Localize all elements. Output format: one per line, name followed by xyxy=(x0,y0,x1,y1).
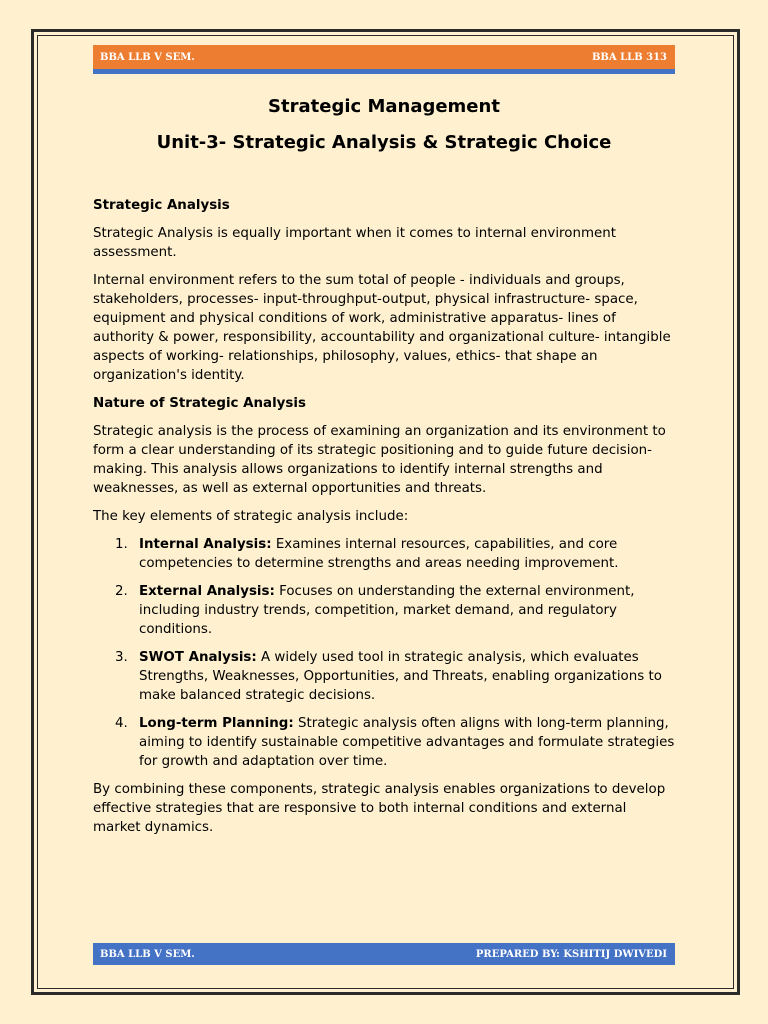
list-text: Focuses on understanding the external environment, including industry trends, competition, market demand, and regulatory conditions. xyxy=(139,584,635,637)
list-term: External Analysis: xyxy=(139,584,275,599)
paragraph: Strategic analysis is the process of examining an organization and its environment to form a clear understanding of its strategic positioning and to guide future decision-making. This analysis allows organizations to identify internal strengths and weaknesses, as well as external opportunities and threats. xyxy=(93,424,666,496)
section-heading-nature: Nature of Strategic Analysis xyxy=(93,396,306,411)
list-item xyxy=(93,648,675,705)
document-title: Strategic Management xyxy=(268,96,500,117)
list-number: 3. xyxy=(115,650,128,665)
paragraph: The key elements of strategic analysis include: xyxy=(93,509,409,524)
list-term: Internal Analysis: xyxy=(139,537,272,552)
header-left-text: BBA LLB V SEM. xyxy=(100,51,195,63)
footer-left-text: BBA LLB V SEM. xyxy=(100,948,195,960)
key-elements-list xyxy=(93,535,675,771)
footer-right-text: PREPARED BY: KSHITIJ DWIVEDI xyxy=(475,948,667,960)
list-term: Long-term Planning: xyxy=(139,716,294,731)
list-text: Strategic analysis often aligns with long-term planning, aiming to identify sustainable competitive advantages and formulate strategies for growth and adaptation over time. xyxy=(139,716,675,769)
paragraph: By combining these components, strategic analysis enables organizations to develop effective strategies that are responsive to both internal conditions and external market dynamics. xyxy=(93,782,666,835)
list-number: 4. xyxy=(115,716,128,731)
paragraph: Strategic Analysis is equally important when it comes to internal environment assessment. xyxy=(93,226,616,260)
section-heading-strategic-analysis: Strategic Analysis xyxy=(93,198,230,213)
list-term: SWOT Analysis: xyxy=(139,650,257,665)
document-subtitle: Unit-3- Strategic Analysis & Strategic Choice xyxy=(156,132,612,153)
list-item xyxy=(93,714,675,771)
page-header-bar xyxy=(93,45,675,74)
header-right-text: BBA LLB 313 xyxy=(591,51,667,63)
list-text: A widely used tool in strategic analysis, which evaluates Strengths, Weaknesses, Opportunities, and Threats, enabling organizations to make balanced strategic decisions. xyxy=(139,650,662,703)
list-number: 1. xyxy=(115,537,128,552)
paragraph: Internal environment refers to the sum total of people - individuals and groups, stakeholders, processes- input-throughput-output, physical infrastructure- space, equipment and physical conditions of work, administrative apparatus- lines of authority & power, responsibility, accountability and organizational culture- intangible aspects of working- relationships, philosophy, values, ethics- that shape an organization's identity. xyxy=(93,273,671,383)
list-item xyxy=(93,535,675,573)
document-body xyxy=(93,196,675,846)
page-footer-bar xyxy=(93,943,675,965)
list-text: Examines internal resources, capabilities, and core competencies to determine strengths and areas needing improvement. xyxy=(139,537,619,571)
list-item xyxy=(93,582,675,639)
list-number: 2. xyxy=(115,584,128,599)
